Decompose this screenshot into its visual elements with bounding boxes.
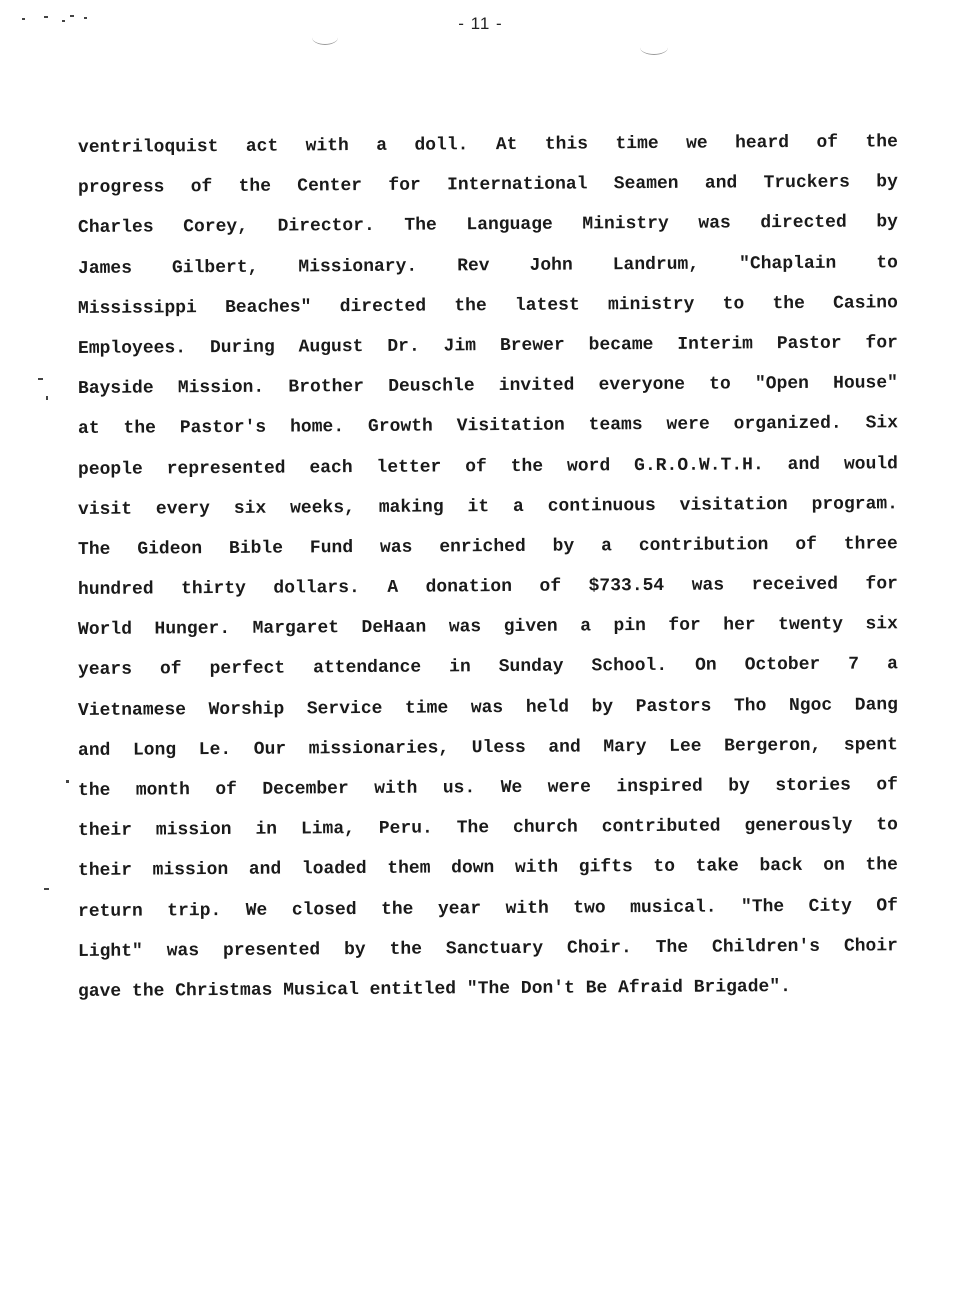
scan-artifact — [44, 888, 49, 890]
body-text — [78, 128, 898, 1012]
word: inspired — [616, 776, 703, 798]
word: Long — [132, 740, 177, 761]
word: "The — [740, 896, 785, 917]
word: Visitation — [456, 415, 565, 437]
word: by — [552, 536, 575, 557]
word: years — [77, 660, 133, 681]
word: was — [448, 617, 482, 638]
word: Seamen — [613, 173, 679, 195]
word: for — [388, 175, 421, 197]
text-line — [78, 283, 898, 329]
word: directed — [760, 213, 847, 234]
word: by — [591, 696, 614, 718]
word: "Chaplain — [739, 253, 837, 274]
word: the — [77, 780, 111, 801]
word: pin — [613, 616, 646, 637]
word: it — [467, 496, 490, 517]
word: to — [653, 857, 676, 878]
word: trip. — [167, 900, 222, 921]
word: attendance — [313, 658, 422, 679]
word: At — [495, 134, 518, 156]
word: Center — [297, 176, 363, 197]
word: twenty — [778, 614, 844, 636]
text-line — [78, 243, 898, 289]
word: Musical — [283, 979, 359, 1001]
word: Vietnamese — [77, 699, 187, 721]
word: Christmas — [175, 980, 273, 1002]
word: Pastor's — [179, 417, 267, 439]
word: by — [876, 172, 898, 193]
word: Sunday — [498, 657, 564, 678]
text-line — [78, 926, 898, 972]
word: Le. — [198, 739, 232, 760]
word: of — [816, 132, 839, 153]
word: with — [514, 858, 559, 879]
word: of — [215, 779, 237, 801]
word: became — [588, 334, 654, 356]
word: James — [77, 258, 133, 279]
word: six — [233, 498, 267, 519]
word: of — [159, 659, 182, 680]
text-line — [78, 484, 898, 530]
word: was — [691, 575, 725, 596]
word: their — [77, 860, 133, 882]
word: for — [668, 615, 701, 637]
word: this — [544, 134, 589, 155]
word: in — [255, 819, 278, 840]
word: Children's — [711, 936, 821, 958]
word: hundred — [77, 579, 154, 601]
word: was — [698, 213, 731, 235]
word: musical. — [630, 897, 717, 918]
word: the — [123, 418, 156, 439]
word: and — [548, 737, 581, 758]
word: the — [238, 176, 272, 198]
word: was — [470, 697, 504, 718]
word: The — [456, 818, 490, 839]
word: Bible — [228, 538, 284, 559]
word: The — [77, 539, 111, 560]
word: Language — [466, 215, 553, 236]
word: organized. — [733, 413, 842, 435]
word: at — [77, 419, 100, 440]
word: Mission. — [177, 377, 265, 399]
word: Peru. — [378, 818, 433, 840]
word: a — [886, 654, 898, 675]
word: Mississippi — [77, 297, 197, 319]
word: Bergeron, — [724, 735, 822, 757]
word: everyone — [598, 374, 686, 396]
word: word — [566, 455, 611, 477]
word: School. — [591, 656, 668, 677]
word: During — [209, 337, 275, 359]
word: House" — [833, 373, 899, 394]
word: World — [77, 619, 133, 641]
word: Director. — [277, 216, 375, 237]
word: was — [379, 537, 413, 558]
word: each — [309, 457, 353, 478]
word: The — [404, 215, 437, 237]
word: Don't — [520, 978, 575, 999]
word: represented — [166, 458, 286, 479]
text-line — [78, 323, 898, 369]
word: City — [808, 896, 852, 917]
scan-artifact — [312, 30, 338, 45]
word: of — [465, 456, 487, 477]
text-line — [78, 122, 898, 168]
word: take — [695, 856, 739, 878]
word: visitation — [679, 494, 788, 516]
scan-artifact — [22, 18, 25, 20]
word: Of — [876, 895, 899, 916]
scan-artifact — [70, 15, 74, 17]
text-line — [78, 645, 898, 691]
word: held — [525, 697, 570, 718]
word: G.R.O.W.T.H. — [634, 454, 764, 476]
text-line — [78, 805, 898, 851]
word: and — [704, 173, 738, 194]
word: contributed — [601, 816, 721, 838]
word: spent — [843, 735, 898, 756]
word: Gideon — [137, 539, 203, 560]
text-line — [78, 846, 898, 892]
word: International — [446, 174, 588, 196]
word: closed — [291, 899, 357, 921]
word: were — [666, 414, 710, 436]
word: the — [389, 939, 423, 960]
word: to — [876, 252, 898, 273]
word: progress — [77, 177, 165, 199]
word: heard — [734, 133, 790, 154]
word: Brigade". — [693, 976, 791, 998]
word: three — [843, 534, 898, 555]
word: Beaches" — [224, 297, 312, 318]
word: Growth — [367, 416, 433, 438]
word: a — [376, 135, 388, 156]
word: six — [865, 614, 898, 635]
word: us. — [442, 778, 476, 799]
word: received — [751, 574, 839, 596]
text-line — [78, 605, 898, 651]
word: people — [77, 459, 143, 480]
word: Brewer — [499, 335, 565, 356]
word: the — [380, 899, 414, 920]
word: Brother — [288, 377, 365, 398]
word: Choir. — [566, 937, 632, 959]
word: with — [374, 778, 418, 799]
scan-artifact — [84, 17, 87, 19]
word: program. — [811, 493, 899, 515]
word: teams — [588, 415, 643, 436]
word: Dang — [854, 694, 899, 716]
word: loaded — [301, 859, 367, 880]
word: dollars. — [273, 578, 360, 599]
word: and — [248, 859, 282, 881]
word: the — [131, 981, 165, 1002]
word: making — [378, 497, 444, 518]
text-line — [78, 444, 898, 490]
word: the — [865, 132, 898, 153]
word: return — [77, 901, 143, 922]
word: by — [344, 939, 366, 960]
word: John — [529, 255, 573, 276]
word: donation — [425, 577, 513, 598]
word: doll. — [414, 135, 469, 156]
page-number: - 11 - — [458, 14, 503, 33]
word: Light" — [77, 941, 143, 962]
word: of — [795, 534, 818, 555]
word: by — [876, 212, 899, 233]
word: to — [722, 294, 745, 315]
word: church — [512, 817, 578, 839]
word: Charles — [77, 217, 154, 239]
text-line — [78, 966, 898, 1012]
word: Worship — [208, 699, 285, 720]
word: Interim — [677, 334, 754, 355]
word: enriched — [439, 536, 526, 558]
word: "Open — [754, 374, 810, 395]
word: the — [772, 293, 805, 314]
word: Landrum, — [612, 254, 700, 275]
word: continuous — [547, 495, 656, 517]
word: Deuschle — [388, 376, 475, 397]
word: home. — [290, 417, 345, 438]
word: time — [404, 698, 449, 719]
word: missionaries, — [308, 738, 450, 760]
word: A — [387, 577, 399, 598]
word: ventriloquist — [77, 137, 219, 158]
word: and — [787, 454, 821, 475]
word: Choir — [843, 936, 899, 957]
word: DeHaan — [361, 617, 427, 639]
word: August — [298, 336, 364, 358]
word: Corey, — [183, 217, 249, 238]
text-line — [78, 886, 898, 932]
word: perfect — [209, 658, 286, 680]
word: time — [615, 133, 659, 155]
word: Lima, — [300, 819, 355, 840]
word: Lee — [669, 736, 702, 757]
word: ministry — [607, 294, 695, 316]
word: Service — [306, 698, 383, 720]
word: Be — [585, 978, 608, 999]
word: act — [245, 136, 279, 157]
text-line — [78, 725, 898, 771]
word: Afraid — [618, 977, 683, 999]
scan-artifact — [44, 16, 48, 18]
text-line — [78, 524, 898, 570]
word: month — [135, 780, 190, 801]
scan-artifact — [46, 396, 48, 400]
word: invited — [498, 375, 575, 397]
word: "The — [466, 978, 511, 1000]
word: would — [843, 453, 899, 475]
word: were — [547, 777, 592, 798]
word: for — [865, 574, 898, 595]
text-line — [78, 564, 898, 610]
word: generously — [744, 815, 853, 837]
word: October — [744, 655, 821, 676]
word: in — [449, 657, 471, 678]
word: Gilbert, — [171, 257, 259, 278]
word: Dr. — [387, 336, 420, 357]
word: Truckers — [763, 172, 851, 194]
word: for — [865, 333, 899, 354]
word: directed — [339, 296, 427, 317]
word: year — [437, 898, 482, 920]
word: of — [190, 177, 213, 198]
word: December — [262, 779, 349, 800]
word: them — [387, 858, 431, 880]
word: gifts — [578, 857, 633, 878]
word: Six — [865, 413, 899, 434]
word: contribution — [638, 535, 769, 556]
text-line — [78, 404, 898, 450]
word: thirty — [181, 578, 246, 600]
word: and — [77, 740, 111, 761]
word: given — [503, 616, 558, 638]
word: a — [580, 616, 592, 637]
word: mission — [155, 820, 232, 841]
word: a — [512, 496, 524, 517]
text-line — [78, 685, 898, 731]
word: We — [500, 777, 523, 799]
scan-artifact — [62, 20, 65, 22]
word: 7 — [848, 654, 860, 676]
word: with — [305, 136, 349, 157]
word: her — [723, 615, 756, 636]
word: to — [876, 815, 899, 836]
word: The — [655, 937, 689, 958]
word: two — [573, 897, 606, 919]
word: visit — [77, 499, 133, 520]
word: Hunger. — [154, 619, 231, 640]
word: weeks, — [290, 497, 355, 519]
word: Mary — [603, 736, 647, 758]
word: with — [505, 898, 549, 919]
scan-artifact — [66, 780, 69, 783]
word: Uless — [471, 737, 526, 759]
word: Margaret — [252, 618, 340, 640]
word: down — [451, 858, 495, 879]
word: gave — [77, 981, 122, 1002]
text-line — [78, 765, 898, 811]
word: We — [245, 900, 268, 921]
word: Ngoc — [788, 695, 833, 716]
word: their — [77, 820, 133, 842]
word: letter — [376, 456, 442, 478]
text-line — [78, 203, 898, 249]
word: Rev — [457, 255, 490, 276]
word: stories — [775, 775, 851, 797]
word: on — [823, 856, 845, 877]
text-line — [78, 162, 898, 208]
word: On — [695, 655, 717, 677]
text-line — [78, 363, 898, 409]
word: Sanctuary — [445, 938, 544, 960]
word: Bayside — [77, 378, 154, 400]
scan-artifact — [38, 378, 43, 380]
word: Our — [253, 739, 287, 760]
word: to — [709, 374, 731, 395]
word: the — [510, 456, 544, 477]
word: $733.54 — [588, 575, 665, 597]
word: the — [454, 295, 487, 317]
word: presented — [222, 940, 321, 961]
word: mission — [152, 860, 229, 881]
word: Missionary. — [298, 256, 418, 278]
word: we — [685, 133, 708, 154]
word: Ministry — [582, 214, 669, 235]
word: Tho — [733, 695, 767, 717]
word: Casino — [832, 293, 898, 314]
word: Jim — [443, 336, 477, 357]
word: the — [865, 855, 898, 876]
word: Pastor — [776, 333, 842, 355]
word: was — [166, 940, 200, 962]
word: by — [728, 776, 750, 797]
word: Pastors — [635, 696, 712, 717]
word: Fund — [309, 537, 354, 559]
word: of — [539, 576, 562, 597]
scan-artifact — [640, 40, 668, 55]
word: back — [759, 856, 803, 877]
word: a — [601, 536, 612, 557]
word: Employees. — [77, 338, 187, 359]
word: of — [876, 775, 899, 796]
word: every — [155, 498, 210, 520]
word: entitled — [369, 979, 457, 1000]
word: latest — [514, 295, 580, 316]
